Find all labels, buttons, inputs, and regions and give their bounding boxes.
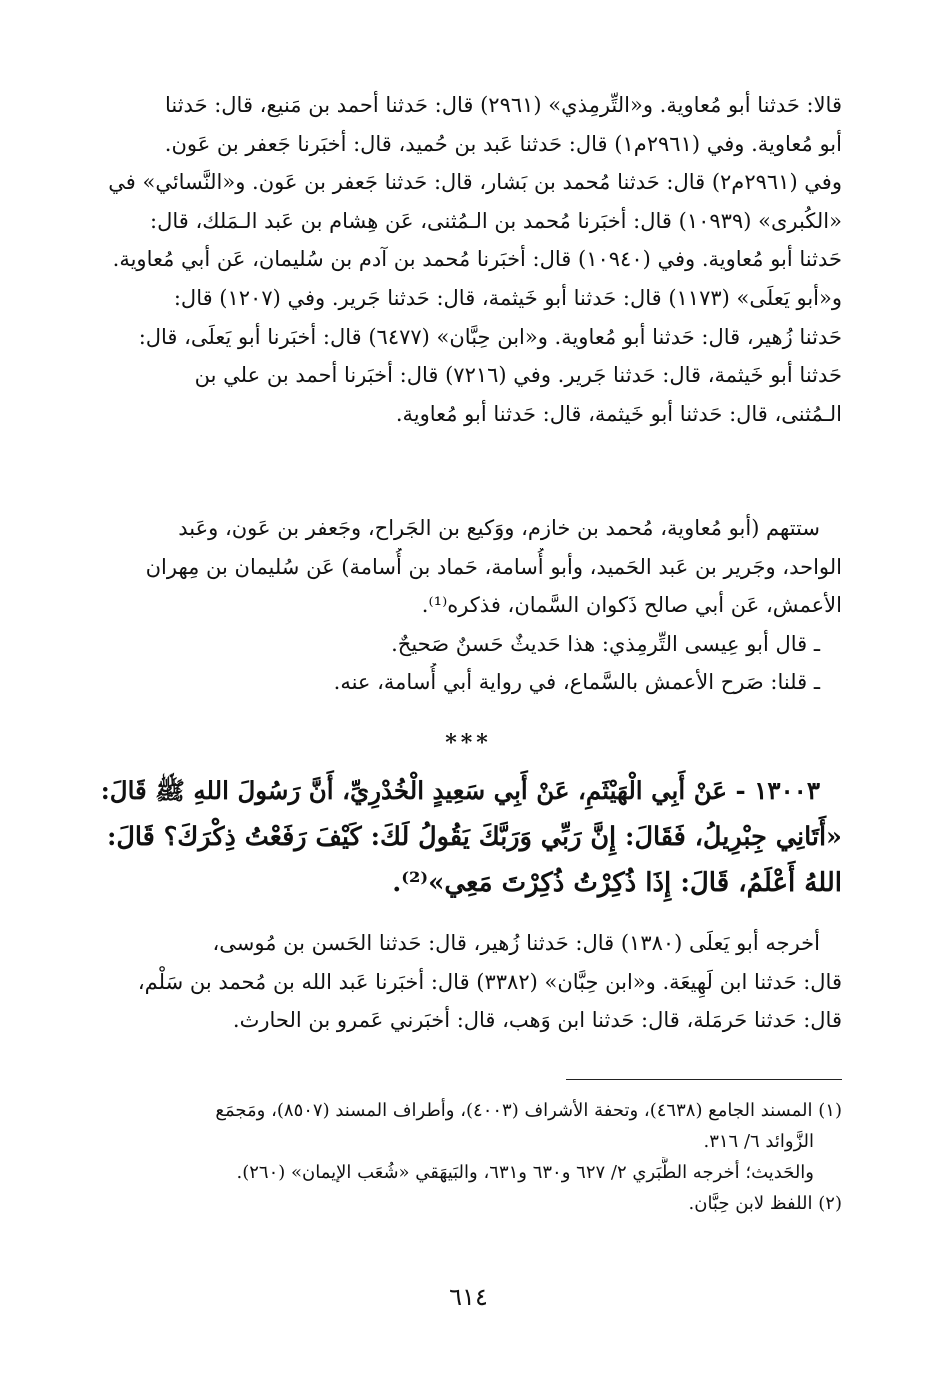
footnote-line: (٢) اللفظ لابن حِبَّان.: [688, 1193, 842, 1214]
summary-paragraph: [96, 509, 842, 702]
chain-narration-paragraph: [96, 86, 842, 433]
footnote-line: (١) المسند الجامع (٤٦٣٨)، وتحفة الأشراف (٤٠٠٣)، وأطراف المسند (٨٥٠٧)، ومَجمَع: [215, 1100, 842, 1121]
hadith-line: ١٣٠٠٣ - عَنْ أَبِي الْهَيْثَمِ، عَنْ أَبِي سَعِيدٍ الْخُدْرِيِّ، أَنَّ رَسُولَ اللهِ ﷺ قَالَ:: [100, 776, 820, 805]
editor-note: ـ قلنا: صَرح الأعمش بالسَّماع، في رواية أبي أُسامة، عنه.: [333, 670, 820, 695]
text-line: قالا: حَدثنا أبو مُعاوية. و«التِّرمِذي» (٢٩٦١) قال: حَدثنا أحمد بن مَنيع، قال: حَدثنا: [164, 93, 842, 117]
text-line: و«أبو يَعلَى» (١١٧٣) قال: حَدثنا أبو خَيثمة، قال: حَدثنا جَرير. وفي (١٢٠٧) قال:: [173, 285, 842, 310]
text-line: حَدثنا أبو خَيثمة، قال: حَدثنا جَرير. وفي (٧٢١٦) قال: أخبَرنا أحمد بن علي بن: [194, 363, 842, 388]
text-line: ستتهم (أبو مُعاوية، مُحمد بن خازم، ووَكيع بن الجَراح، وجَعفر بن عَون، وعَبد: [178, 516, 820, 540]
text-line: أبو مُعاوية. وفي (٢٩٦١م١) قال: حَدثنا عَبد بن حُميد، قال: أخبَرنا جَعفر بن عَون.: [164, 131, 842, 156]
footnotes: [96, 1095, 842, 1219]
hadith-line: «أَتَانِي جِبْرِيلُ، فَقَالَ: إِنَّ رَبِّي وَرَبَّكَ يَقُولُ لَكَ: كَيْفَ رَفَعْتُ ذِكْرَكَ؟ قَالَ:: [106, 822, 842, 852]
text-line: حَدثنا أبو مُعاوية. وفي (١٠٩٤٠) قال: أخبَرنا مُحمد بن آدم بن سُليمان، عَن أبي مُعاوية.: [112, 247, 842, 272]
page-number: ٦١٤: [449, 1283, 488, 1311]
footnote-divider: [566, 1079, 842, 1080]
footnote-line: الزَّوائد ٦/ ٣١٦.: [703, 1131, 814, 1152]
tirmidhi-ruling: ـ قال أبو عِيسى التِّرمِذي: هذا حَديثٌ حَسنٌ صَحيحٌ.: [391, 631, 820, 656]
text-line: «الكُبرى» (١٠٩٣٩) قال: أخبَرنا مُحمد بن الـمُثنى، عَن هِشام بن عَبد الـمَلك، قال:: [150, 208, 842, 233]
footnote-line: والحَديث؛ أخرجه الطَّبَري ٢/ ٦٢٧ و٦٣٠ و٦٣١، والبَيهَقي «شُعَب الإيمان» (٢٦٠).: [236, 1162, 814, 1183]
hadith-text: [96, 768, 842, 906]
hadith-line: اللهُ أَعْلَمُ، قَالَ: إِذَا ذُكِرْتُ ذُكِرْتَ مَعِي»⁽²⁾.: [392, 868, 842, 898]
text-line: حَدثنا زُهير، قال: حَدثنا أبو مُعاوية. و«ابن حِبَّان» (٦٤٧٧) قال: أخبَرنا أبو يَعلَى، قال:: [138, 324, 842, 349]
text-line: الواحد، وجَرير بن عَبد الحَميد، وأبو أُسامة، حَماد بن أُسامة) عَن سُليمان بن مِهران: [145, 554, 842, 579]
text-line: وفي (٢٩٦١م٢) قال: حَدثنا مُحمد بن بَشار، قال: حَدثنا جَعفر بن عَون. و«النَّسائي» في: [108, 170, 842, 195]
text-line: أخرجه أبو يَعلَى (١٣٨٠) قال: حَدثنا زُهير، قال: حَدثنا الحَسن بن مُوسى،: [212, 931, 820, 955]
section-separator: ***: [445, 730, 492, 756]
text-line: قال: حَدثنا ابن لَهِيعَة. و«ابن حِبَّان» (٣٣٨٢) قال: أخبَرنا عَبد الله بن مُحمد بن سَلْم،: [137, 969, 842, 994]
text-line: الـمُثنى، قال: حَدثنا أبو خَيثمة، قال: حَدثنا أبو مُعاوية.: [395, 401, 842, 426]
text-line: الأعمش، عَن أبي صالح ذَكوان السَّمان، فذكره⁽¹⁾.: [421, 593, 842, 618]
text-line: قال: حَدثنا حَرمَلة، قال: حَدثنا ابن وَهب، قال: أخبَرني عَمرو بن الحارث.: [232, 1008, 842, 1033]
takhrij-paragraph: [96, 924, 842, 1040]
